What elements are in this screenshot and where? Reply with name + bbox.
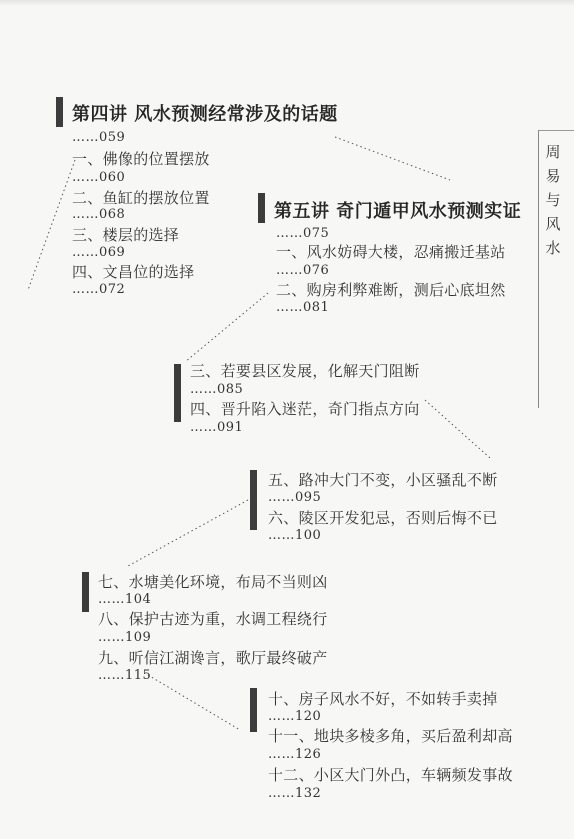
page-number: ……091	[190, 420, 244, 435]
connector-line	[148, 675, 240, 730]
page-number: ……120	[268, 709, 322, 724]
toc-entry-title: 九、听信江湖谗言，歌厅最终破产	[98, 649, 328, 667]
toc-entry-title: 七、水塘美化环境，布局不当则凶	[98, 573, 328, 591]
section-heading: 第四讲 风水预测经常涉及的话题	[72, 104, 338, 125]
page-number: ……059	[72, 130, 126, 145]
toc-entry-title: 八、保护古迹为重，水调工程绕行	[98, 610, 328, 628]
side-title-top-rule	[538, 130, 574, 131]
group-marker-bar	[250, 688, 257, 732]
group-marker-bar	[250, 470, 257, 530]
toc-entry-title: 四、晋升陷入迷茫，奇门指点方向	[190, 400, 420, 418]
page-number: ……075	[276, 226, 330, 241]
toc-entry-title: 一、风水妨碍大楼，忍痛搬迁基站	[276, 243, 506, 261]
page-number: ……069	[72, 245, 126, 260]
toc-entry-title: 十二、小区大门外凸，车辆频发事故	[268, 766, 513, 784]
toc-entry-title: 三、楼层的选择	[72, 226, 180, 244]
section-marker-bar	[56, 97, 63, 127]
toc-entry-title: 五、路冲大门不变，小区骚乱不断	[268, 471, 498, 489]
section-marker-bar	[258, 193, 265, 223]
toc-entry-title: 六、陵区开发犯忌，否则后悔不已	[268, 509, 498, 527]
page-number: ……060	[72, 170, 126, 185]
page-number: ……109	[98, 630, 152, 645]
group-marker-bar	[82, 572, 89, 612]
connector-line	[185, 293, 268, 362]
connector-line	[425, 400, 490, 458]
section-heading: 第五讲 奇门遁甲风水预测实证	[274, 201, 522, 222]
side-title-rule	[538, 130, 539, 408]
page-number: ……072	[72, 282, 126, 297]
page-number: ……104	[98, 592, 152, 607]
toc-entry-title: 三、若要县区发展，化解天门阻断	[190, 362, 420, 380]
running-book-title: 周 易 与 风 水	[545, 143, 561, 257]
page-number: ……115	[98, 668, 152, 683]
connector-line	[128, 500, 248, 566]
toc-entry-title: 二、购房利弊难断，测后心底坦然	[276, 281, 506, 299]
toc-entry-title: 十一、地块多棱多角，买后盈利却高	[268, 727, 513, 745]
page-number: ……068	[72, 207, 126, 222]
toc-entry-title: 一、佛像的位置摆放	[72, 150, 210, 168]
toc-entry-title: 四、文昌位的选择	[72, 263, 195, 281]
connector-line	[335, 137, 450, 180]
toc-entry-title: 二、鱼缸的摆放位置	[72, 189, 210, 207]
connector-line	[28, 160, 75, 290]
page-number: ……076	[276, 263, 330, 278]
group-marker-bar	[174, 364, 181, 422]
page-number: ……132	[268, 786, 322, 801]
page-number: ……095	[268, 490, 322, 505]
page-number: ……100	[268, 528, 322, 543]
page-number: ……126	[268, 747, 322, 762]
toc-entry-title: 十、房子风水不好，不如转手卖掉	[268, 690, 498, 708]
page-number: ……085	[190, 382, 244, 397]
page-number: ……081	[276, 300, 330, 315]
